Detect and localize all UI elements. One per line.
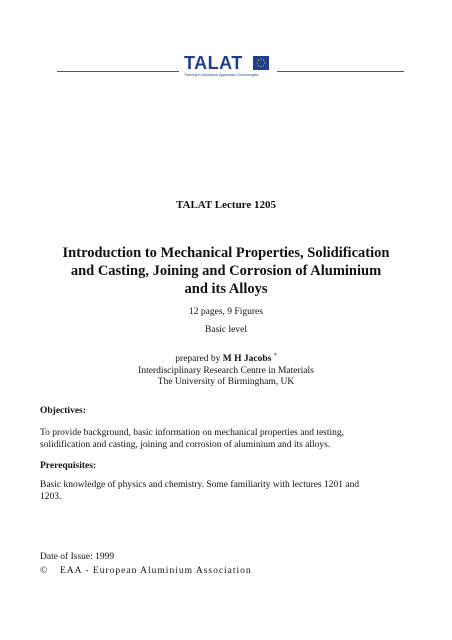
objectives-heading: Objectives: — [40, 406, 86, 416]
pages-info: 12 pages, 9 Figures — [189, 307, 263, 317]
document-title — [0, 244, 452, 298]
issue-date: Date of Issue: 1999 — [40, 552, 115, 562]
title-line: Introduction to Mechanical Properties, Solidification — [62, 245, 390, 261]
author-institution: Interdisciplinary Research Centre in Materials — [138, 365, 314, 376]
author-line — [0, 351, 452, 366]
copyright-symbol: © — [40, 566, 48, 576]
objectives-line: solidification and casting, joining and corrosion of aluminium and its alloys. — [40, 439, 331, 450]
prerequisites-line: 1203. — [40, 491, 62, 502]
copyright-line — [40, 565, 400, 577]
title-line: and its Alloys — [184, 281, 268, 297]
talat-logo — [184, 54, 272, 82]
level-label: Basic level — [205, 325, 247, 335]
copyright-text: EAA - European Aluminium Association — [60, 566, 252, 576]
objectives-text — [40, 428, 400, 451]
header-rule-right — [277, 71, 404, 72]
prerequisites-heading: Prerequisites: — [40, 461, 97, 471]
author-block — [0, 351, 452, 389]
prerequisites-text — [40, 480, 400, 503]
author-university: The University of Birmingham, UK — [157, 377, 295, 387]
lecture-number: TALAT Lecture 1205 — [175, 199, 276, 211]
prerequisites-line: Basic knowledge of physics and chemistry. Some familiarity with lectures 1201 and — [40, 480, 360, 490]
author-name: M H Jacobs — [222, 354, 272, 364]
logo-text: TALAT — [184, 53, 243, 73]
eu-flag-icon — [253, 56, 269, 70]
header-rule-left — [57, 71, 179, 72]
objectives-line: To provide background, basic information on mechanical properties and testing, — [40, 428, 345, 438]
title-line: and Casting, Joining and Corrosion of Aluminium — [70, 263, 382, 279]
author-prefix: prepared by — [175, 354, 223, 364]
logo-tagline: Training in Aluminium Application Technologies — [184, 73, 259, 77]
author-footnote-mark: * — [273, 353, 277, 359]
